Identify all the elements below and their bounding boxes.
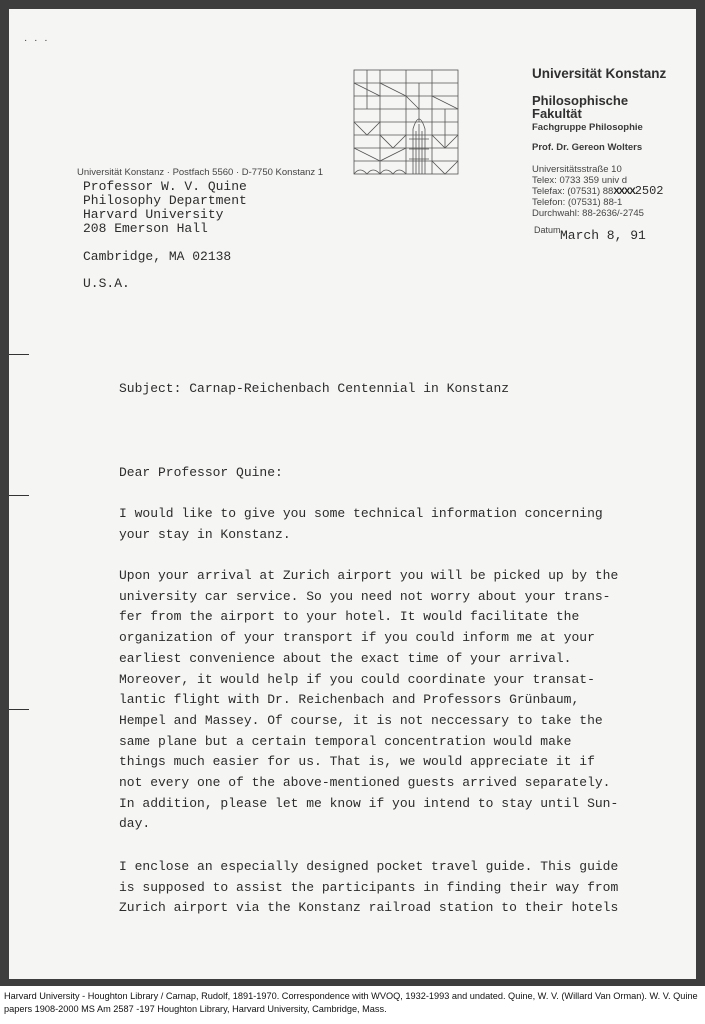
- telefax-struck: XXXX: [613, 186, 635, 197]
- letter-page: [9, 9, 696, 979]
- paragraph-line: is supposed to assist the participants in finding their way from: [119, 879, 619, 895]
- paragraph-1: [119, 504, 603, 545]
- letterhead-faculty: [532, 94, 672, 120]
- letter-salutation: Dear Professor Quine:: [119, 465, 283, 480]
- paragraph-2: [119, 566, 618, 835]
- contact-telex: Telex: 0733 359 univ d: [532, 175, 628, 186]
- paragraph-line: fer from the airport to your hotel. It would facilitate the: [119, 609, 580, 625]
- paragraph-line: organization of your transport if you could inform me at your: [119, 630, 595, 646]
- stray-marks: · · ·: [24, 35, 50, 46]
- recipient-line: Philosophy Department: [83, 193, 247, 208]
- letterhead-professor: Prof. Dr. Gereon Wolters: [532, 142, 643, 153]
- archive-caption: Harvard University - Houghton Library / Carnap, Rudolf, 1891-1970. Correspondence with WVOQ, 1932-1993 and undated. Quine, W. V. (Willard Van Orman). W. V. Quine papers 1908-2000 MS Am 2587 -197 Houghton Library, Harvard University, Cambridge, Mass.: [4, 991, 698, 1014]
- letterhead-contact: [532, 164, 664, 219]
- paragraph-line: I would like to give you some technical information concerning: [119, 506, 603, 521]
- letter-subject: Subject: Carnap-Reichenbach Centennial in Konstanz: [119, 381, 510, 396]
- letterhead-department: Fachgruppe Philosophie: [532, 122, 643, 133]
- paragraph-line: your stay in Konstanz.: [119, 526, 291, 542]
- paragraph-line: Upon your arrival at Zurich airport you will be picked up by the: [119, 568, 619, 583]
- recipient-line: 208 Emerson Hall: [83, 221, 208, 236]
- fold-mark: [9, 709, 29, 710]
- paragraph-line: earliest convenience about the exact time of your arrival.: [119, 650, 572, 666]
- paragraph-line: In addition, please let me know if you intend to stay until Sun-: [119, 795, 619, 811]
- telefax-typed: 2502: [634, 184, 664, 198]
- recipient-city: Cambridge, MA 02138: [83, 249, 232, 264]
- paragraph-3: [119, 857, 618, 919]
- paragraph-line: Hempel and Massey. Of course, it is not neccessary to take the: [119, 712, 603, 728]
- fold-mark: [9, 354, 29, 355]
- recipient-line: Harvard University: [83, 207, 224, 222]
- paragraph-line: same plane but a certain temporal concentration would make: [119, 733, 572, 749]
- paragraph-line: I enclose an especially designed pocket travel guide. This guide: [119, 859, 619, 874]
- recipient-country: U.S.A.: [83, 276, 130, 291]
- paragraph-line: lantic flight with Dr. Reichenbach and Professors Grünbaum,: [119, 692, 580, 708]
- letterhead-university: Universität Konstanz: [532, 66, 667, 81]
- contact-telefon: Telefon: (07531) 88-1: [532, 197, 623, 208]
- paragraph-line: Moreover, it would help if you could coordinate your transat-: [119, 671, 595, 687]
- paragraph-line: things much easier for us. That is, we would appreciate it if: [119, 754, 595, 770]
- punch-mark: [9, 495, 29, 496]
- recipient-line: Professor W. V. Quine: [83, 179, 247, 194]
- paragraph-line: Zurich airport via the Konstanz railroad station to their hotels: [119, 900, 619, 916]
- paragraph-line: day.: [119, 816, 151, 832]
- letter-date: March 8, 91: [560, 228, 646, 243]
- paragraph-line: university car service. So you need not worry about your trans-: [119, 588, 611, 604]
- date-label: Datum: [534, 225, 561, 235]
- faculty-line-1: Philosophische: [532, 93, 629, 108]
- sender-return-address: Universität Konstanz · Postfach 5560 · D-7750 Konstanz 1: [77, 167, 324, 178]
- contact-durchwahl: Durchwahl: 88-2636/-2745: [532, 208, 644, 219]
- telefax-prefix: Telefax: (07531) 88: [532, 186, 614, 197]
- contact-address: Universitätsstraße 10: [532, 164, 622, 175]
- faculty-line-2: Fakultät: [532, 106, 582, 121]
- university-logo: [353, 69, 459, 177]
- contact-telefax: [532, 186, 664, 197]
- recipient-address: [83, 180, 247, 236]
- paragraph-line: not every one of the above-mentioned guests arrived separately.: [119, 775, 611, 791]
